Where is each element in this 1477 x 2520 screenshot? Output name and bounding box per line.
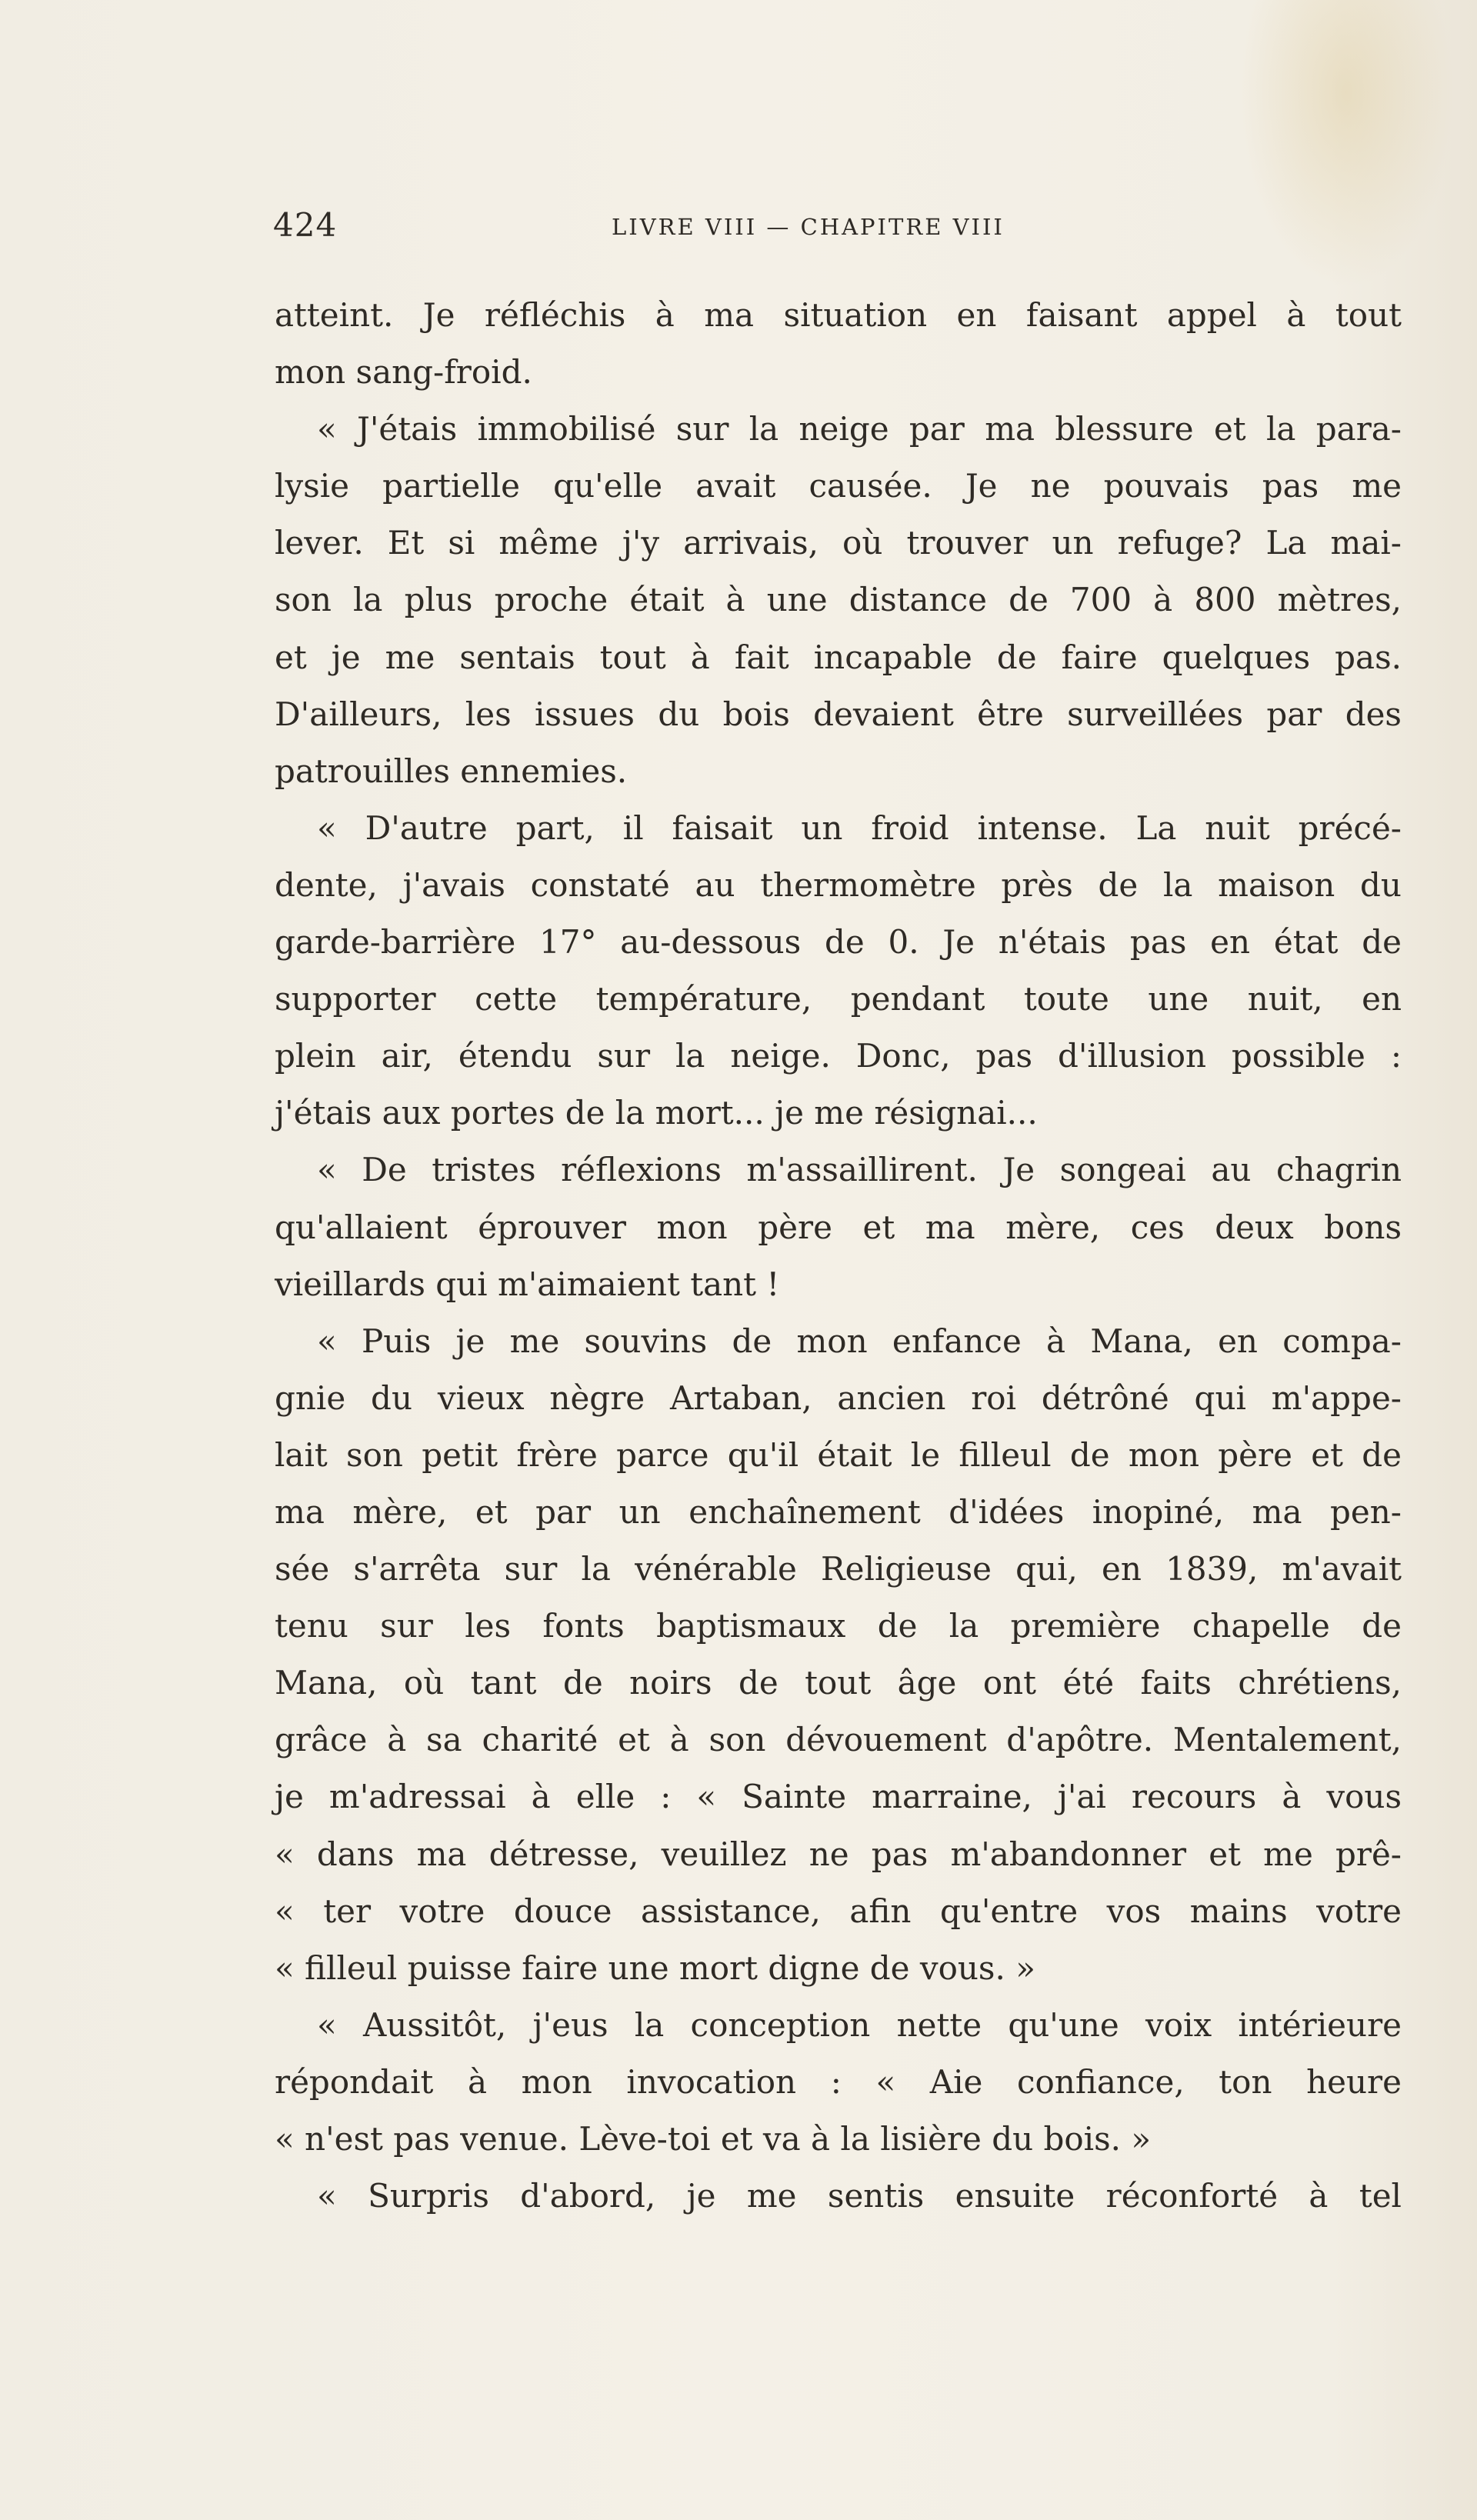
text-line: « n'est pas venue. Lève-toi et va à la lisière du bois. »: [275, 2120, 1152, 2158]
body-text: [275, 287, 1402, 2225]
text-line: plein air, étendu sur la neige. Donc, pas d'illusion possible :: [275, 1037, 1402, 1075]
text-line: « ter votre douce assistance, afin qu'entre vos mains votre: [275, 1892, 1402, 1930]
text-line: je m'adressai à elle : « Sainte marraine, j'ai recours à vous: [275, 1778, 1402, 1816]
text-line: « De tristes réflexions m'assaillirent. Je songeai au chagrin: [317, 1151, 1402, 1189]
text-line: « Puis je me souvins de mon enfance à Mana, en compa-: [317, 1322, 1402, 1360]
text-line: Mana, où tant de noirs de tout âge ont été faits chrétiens,: [275, 1664, 1402, 1702]
text-line: D'ailleurs, les issues du bois devaient être surveillées par des: [275, 695, 1402, 733]
text-line: qu'allaient éprouver mon père et ma mère, ces deux bons: [275, 1208, 1402, 1246]
text-line: ma mère, et par un enchaînement d'idées inopiné, ma pen-: [275, 1492, 1402, 1531]
text-line: « Surpris d'abord, je me sentis ensuite réconforté à tel: [317, 2177, 1402, 2215]
text-line: mon sang-froid.: [275, 353, 532, 392]
text-line: garde-barrière 17° au-dessous de 0. Je n'étais pas en état de: [275, 923, 1402, 962]
page-number: 424: [273, 206, 338, 244]
text-line: gnie du vieux nègre Artaban, ancien roi détrôné qui m'appe-: [275, 1378, 1402, 1417]
text-line: lysie partielle qu'elle avait causée. Je ne pouvais pas me: [275, 467, 1402, 505]
text-line: vieillards qui m'aimaient tant !: [275, 1265, 780, 1303]
text-line: tenu sur les fonts baptismaux de la première chapelle de: [275, 1607, 1402, 1645]
text-line: patrouilles ennemies.: [275, 752, 628, 790]
text-line: et je me sentais tout à fait incapable de faire quelques pas.: [275, 638, 1402, 676]
text-line: « Aussitôt, j'eus la conception nette qu'une voix intérieure: [317, 2005, 1402, 2044]
text-line: répondait à mon invocation : « Aie confiance, ton heure: [275, 2062, 1402, 2101]
text-line: grâce à sa charité et à son dévouement d'apôtre. Mentalement,: [275, 1721, 1402, 1759]
text-line: supporter cette température, pendant toute une nuit, en: [275, 980, 1402, 1018]
text-line: « filleul puisse faire une mort digne de vous. »: [275, 1948, 1035, 1987]
text-line: dente, j'avais constaté au thermomètre près de la maison du: [275, 865, 1402, 904]
running-head: LIVRE VIII — CHAPITRE VIII: [612, 214, 1005, 240]
text-line: lait son petit frère parce qu'il était le filleul de mon père et de: [275, 1435, 1402, 1474]
text-line: atteint. Je réfléchis à ma situation en faisant appel à tout: [275, 296, 1402, 334]
text-line: lever. Et si même j'y arrivais, où trouver un refuge? La mai-: [275, 524, 1402, 562]
text-line: j'étais aux portes de la mort... je me résignai...: [275, 1094, 1038, 1132]
text-line: son la plus proche était à une distance de 700 à 800 mètres,: [275, 581, 1402, 619]
page-header: [273, 206, 1400, 252]
text-line: « D'autre part, il faisait un froid intense. La nuit précé-: [317, 808, 1402, 847]
text-line: sée s'arrêta sur la vénérable Religieuse qui, en 1839, m'avait: [275, 1550, 1402, 1588]
text-line: « dans ma détresse, veuillez ne pas m'abandonner et me prê-: [275, 1835, 1402, 1873]
text-line: « J'étais immobilisé sur la neige par ma blessure et la para-: [317, 410, 1402, 448]
